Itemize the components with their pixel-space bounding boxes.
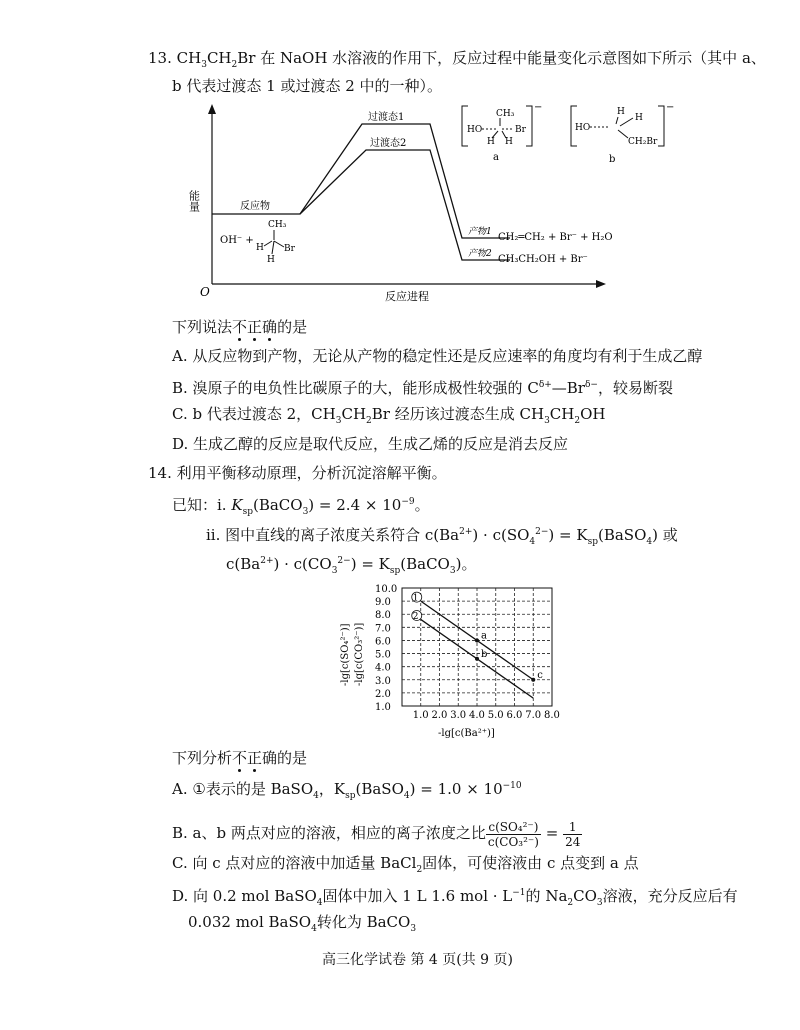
chart-y-tick: 10.0: [375, 584, 398, 595]
svg-text:−: −: [534, 102, 543, 113]
structure-b-label: b: [609, 154, 616, 165]
q13-number: 13.: [148, 49, 172, 67]
label-ts2: 过渡态2: [370, 138, 407, 149]
q14-number: 14.: [148, 464, 172, 482]
svg-text:H: H: [617, 107, 625, 117]
svg-text:CH₂Br: CH₂Br: [628, 137, 658, 147]
chart-xlabel: -lg[c(Ba²⁺)]: [438, 728, 495, 739]
q13-option-b[interactable]: B. 溴原子的电负性比碳原子的大，能形成极性较强的 $C^{\delta+}—Br^{\delta-}$，较易断裂: [172, 379, 673, 397]
chart-point: [475, 657, 479, 661]
label-ts1: 过渡态1: [368, 112, 405, 123]
svg-text:Br: Br: [515, 125, 526, 135]
path-ts2: [300, 150, 510, 260]
chart-y-tick: 3.0: [375, 675, 391, 687]
q14-known-i: 已知：i. $K_{sp}(BaCO_3) = 2.4 \times 10^{-9}$。: [172, 496, 430, 517]
q13-option-c[interactable]: C. b 代表过渡态 2，$CH_3CH_2Br$ 经历该过渡态生成 $CH_3CH_2OH$: [172, 405, 606, 426]
precipitation-chart: [330, 578, 570, 748]
q14-prompt: 下列分析不正确的是: [172, 749, 308, 767]
page-footer: 高三化学试卷 第 4 页(共 9 页): [322, 952, 513, 968]
energy-axis-x-arrow: [596, 280, 606, 288]
energy-axis-y-arrow: [208, 104, 216, 114]
chart-y-tick: 7.0: [375, 623, 391, 635]
chart-point: [531, 678, 535, 682]
chart-x-tick: 4.0: [469, 710, 485, 721]
q14-option-d-line1[interactable]: D. 向 0.2 mol BaSO$_4$固体中加入 1 L 1.6 mol · $L^{-1}$的 $Na_2CO_3$溶液，充分反应后有: [172, 887, 738, 908]
chart-y-tick: 9.0: [375, 597, 391, 609]
svg-text:H: H: [505, 137, 513, 147]
q13-option-a[interactable]: A. 从反应物到产物，无论从产物的稳定性还是反应速率的角度均有利于生成乙醇: [172, 347, 703, 365]
chart-y-tick: 2.0: [375, 688, 391, 700]
chart-y-tick: 6.0: [375, 636, 391, 648]
label-product1: 产物1: [468, 227, 492, 237]
q13-option-d[interactable]: D. 生成乙醇的反应是取代反应，生成乙烯的反应是消去反应: [172, 435, 569, 453]
product2-formula: CH₃CH₂OH + Br⁻: [498, 254, 588, 265]
structure-b: [571, 102, 674, 165]
chart-series-label: 1: [412, 593, 419, 604]
q14-option-d-line2[interactable]: 0.032 mol BaSO$_4$转化为 BaCO$_3$: [188, 913, 417, 934]
chart-y-tick: 5.0: [375, 649, 391, 661]
q13-stem-line2: b 代表过渡态 1 或过渡态 2 中的一种）。: [172, 77, 443, 95]
chart-point-label: b: [481, 648, 488, 660]
q13-stem-line1: 13. $CH_3CH_2Br$ 在 NaOH 水溶液的作用下，反应过程中能量变化示意图如下所示（其中 a、: [148, 49, 766, 70]
energy-x-label: 反应进程: [385, 290, 429, 303]
energy-diagram: [180, 98, 680, 308]
chart-y-tick: 1.0: [375, 702, 391, 713]
reactant-br: Br: [284, 244, 295, 254]
q13-prompt: 下列说法不正确的是: [172, 318, 308, 336]
chart-point-label: c: [537, 669, 543, 681]
structure-a-label: a: [493, 152, 499, 163]
chart-x-tick: 8.0: [544, 710, 560, 721]
chart-ylabel-1: -lg[c(SO₄²⁻)]: [340, 623, 351, 686]
svg-text:HO: HO: [575, 123, 591, 133]
svg-text:HO: HO: [467, 125, 483, 135]
q14-option-a[interactable]: A. ①表示的是 BaSO$_4$，$K_{sp}(BaSO_4) = 1.0 \times 10^{-10}$: [172, 780, 522, 801]
chart-x-tick: 6.0: [506, 710, 523, 721]
label-reactant: 反应物: [240, 201, 270, 212]
reactant-h1: H: [256, 243, 264, 253]
q14-known-ii-line2: $c(Ba^{2+}) \cdot c(CO_3^{2-})$ = $K_{sp}(BaCO_3)$。: [226, 555, 477, 576]
chart-x-tick: 7.0: [525, 710, 542, 721]
svg-text:CH₃: CH₃: [496, 109, 515, 119]
q14-known-ii-line1: ii. 图中直线的离子浓度关系符合 $c(Ba^{2+}) \cdot c(SO_4^{2-})$ = $K_{sp}(BaSO_4)$ 或: [206, 526, 678, 547]
q14-option-b[interactable]: B. a、b 两点对应的溶液，相应的离子浓度之比 $\frac{\text{c(SO₄²⁻)}}{\text{c(CO₃²⁻)}}$ = $\frac{1}{24}$: [172, 819, 581, 849]
reactant-oh: OH⁻ +: [220, 235, 254, 246]
energy-origin: O: [200, 285, 210, 299]
product1-formula: CH₂═CH₂ + Br⁻ + H₂O: [498, 232, 613, 243]
q14-option-c[interactable]: C. 向 c 点对应的溶液中加适量 BaCl$_2$固体，可使溶液由 c 点变到 a 点: [172, 854, 639, 875]
chart-series-label: 2: [412, 611, 419, 622]
reactant-h2: H: [267, 255, 275, 265]
chart-ylabel-2: -lg[c(CO₃²⁻)]: [354, 622, 365, 686]
svg-text:−: −: [666, 102, 675, 113]
chart-point: [475, 638, 479, 642]
svg-text:H: H: [487, 137, 495, 147]
chart-x-tick: 3.0: [450, 710, 467, 721]
chart-point-label: a: [481, 630, 487, 642]
label-product2: 产物2: [468, 249, 492, 259]
path-ts1: [212, 124, 510, 238]
chart-x-tick: 2.0: [431, 710, 448, 721]
chart-x-tick: 5.0: [487, 710, 504, 721]
q14-stem: 14. 利用平衡移动原理，分析沉淀溶解平衡。: [148, 464, 447, 482]
chart-y-tick: 4.0: [375, 662, 391, 674]
chart-x-tick: 1.0: [412, 710, 429, 721]
structure-a: [462, 102, 542, 163]
reactant-ch3: CH₃: [268, 220, 287, 230]
energy-y-label: 能量: [187, 190, 201, 212]
svg-text:H: H: [635, 113, 643, 123]
chart-y-tick: 8.0: [375, 610, 391, 622]
